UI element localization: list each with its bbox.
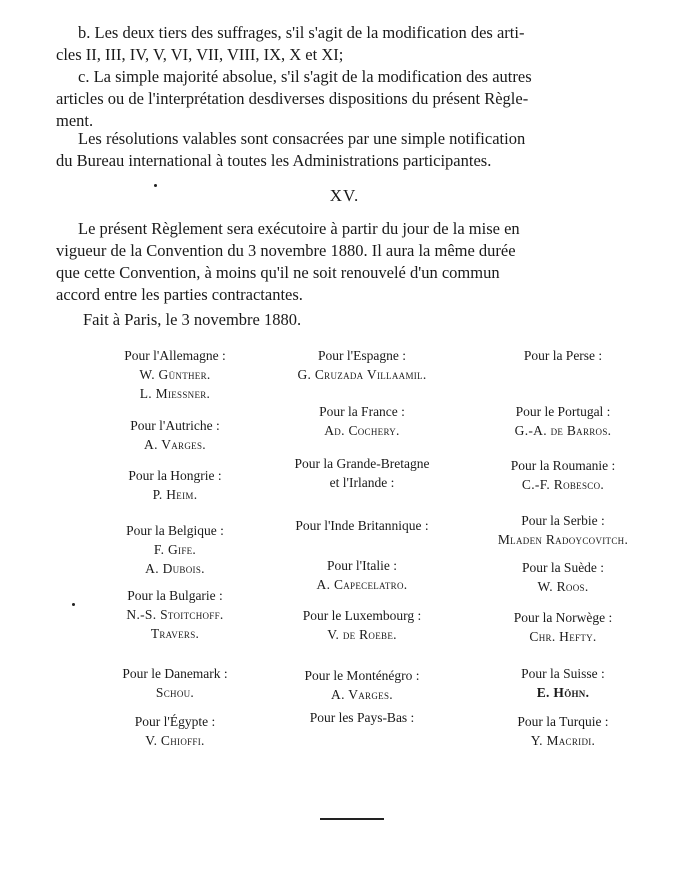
signatory-name: Schou. <box>155 685 195 700</box>
signatory-country: Pour la Bulgarie : <box>127 588 223 603</box>
signatory-country: Pour la Hongrie : <box>128 468 222 483</box>
signatory-country: Pour la France : <box>319 404 405 419</box>
signatory-country: Pour l'Espagne : <box>318 348 406 363</box>
signatory-name: V. Chioffi. <box>145 733 205 748</box>
signatory-entry <box>458 608 668 646</box>
paragraph-reglement <box>56 218 631 306</box>
signatory-name: L. Miessner. <box>139 386 211 401</box>
signing-date-line: Fait à Paris, le 3 novembre 1880. <box>83 310 302 329</box>
signatory-entry <box>458 456 668 494</box>
signatory-country: Pour la Grande-Bretagne <box>294 456 430 471</box>
signatory-entry <box>70 712 280 750</box>
signatory-entry <box>458 712 668 750</box>
signatory-name: A. Dubois. <box>145 561 205 576</box>
signatory-name: Mladen Radoycovitch. <box>497 532 629 547</box>
signatory-name: C.-F. Robesco. <box>521 477 605 492</box>
text-line: cles II, III, IV, V, VI, VII, VIII, IX, X et XI; <box>56 45 344 64</box>
signatory-country: Pour l'Inde Britannique : <box>295 518 429 533</box>
signatory-name: N.-S. Stoitchoff. <box>126 607 224 622</box>
signatory-country: Pour la Roumanie : <box>510 458 616 473</box>
signatory-name: F. Gife. <box>153 542 197 557</box>
signatory-entry <box>257 516 467 535</box>
signatory-entry <box>458 402 668 440</box>
closing-rule <box>320 818 384 820</box>
signatory-entry <box>257 556 467 594</box>
signatory-name: A. Capecelatro. <box>316 577 408 592</box>
signatory-name: W. Roos. <box>537 579 589 594</box>
text-line: b. Les deux tiers des suffrages, s'il s'agit de la modification des arti- <box>78 23 525 42</box>
paragraph-b <box>56 22 631 66</box>
signatory-country: Pour la Suède : <box>521 560 605 575</box>
signatory-entry <box>458 664 668 702</box>
signatory-entry <box>70 521 280 578</box>
signatory-name: G. Cruzada Villaamil. <box>297 367 427 382</box>
signatory-entry <box>458 346 668 365</box>
signatory-name: Chr. Hefty. <box>529 629 597 644</box>
text-line: accord entre les parties contractantes. <box>56 285 303 304</box>
signatory-entry <box>257 346 467 384</box>
signatory-entry <box>257 402 467 440</box>
signatory-name: A. Varges. <box>144 437 206 452</box>
signatory-entry <box>458 511 668 549</box>
signatory-entry <box>458 558 668 596</box>
signatory-entry <box>70 466 280 504</box>
signatory-entry <box>257 606 467 644</box>
signatory-country: Pour la Belgique : <box>126 523 224 538</box>
signatory-country: Pour la Norwège : <box>513 610 613 625</box>
signatory-country: Pour le Luxembourg : <box>302 608 422 623</box>
signatory-country: Pour la Turquie : <box>517 714 609 729</box>
text-line: du Bureau international à toutes les Administrations participantes. <box>56 151 492 170</box>
signatory-country-cont: et l'Irlande : <box>329 475 395 490</box>
signatory-country: Pour le Danemark : <box>122 666 228 681</box>
text-line: Les résolutions valables sont consacrées par une simple notification <box>78 129 526 148</box>
text-line: c. La simple majorité absolue, s'il s'agit de la modification des autres <box>78 67 532 86</box>
paragraph-resolutions <box>56 128 631 172</box>
signatory-name: G.-A. de Barros. <box>514 423 612 438</box>
signatory-name: V. de Roebe. <box>327 627 397 642</box>
signatory-country: Pour l'Égypte : <box>134 714 216 729</box>
signatory-country: Pour les Pays-Bas : <box>309 710 415 725</box>
signatory-country: Pour la Perse : <box>523 348 603 363</box>
text-line: articles ou de l'interprétation desdiverses dispositions du présent Règle- <box>56 89 529 108</box>
paragraph-c <box>56 66 631 132</box>
signatory-country: Pour la Serbie : <box>521 513 605 528</box>
signatory-name: W. Günther. <box>139 367 211 382</box>
signatory-name: Y. Macridi. <box>530 733 596 748</box>
signatory-name: Travers. <box>150 626 200 641</box>
text-line: vigueur de la Convention du 3 novembre 1880. Il aura la même durée <box>56 241 516 260</box>
signatory-entry <box>70 586 280 643</box>
signatory-name: A. Varges. <box>331 687 393 702</box>
signatory-country: Pour l'Italie : <box>327 558 397 573</box>
text-line: que cette Convention, à moins qu'il ne soit renouvelé d'un commun <box>56 263 500 282</box>
section-heading: XV. <box>329 186 360 205</box>
signatory-country: Pour le Portugal : <box>515 404 611 419</box>
signatory-entry <box>70 346 280 403</box>
signatory-name: E. Höhn. <box>536 685 590 700</box>
signatory-name: Ad. Cochery. <box>324 423 400 438</box>
text-line: ment. <box>56 111 94 130</box>
signatory-country: Pour le Monténégro : <box>304 668 420 683</box>
signatory-name: P. Heim. <box>152 487 198 502</box>
signatory-country: Pour la Suisse : <box>521 666 605 681</box>
signatory-entry <box>70 416 280 454</box>
signatory-entry <box>257 666 467 704</box>
signatory-country: Pour l'Autriche : <box>130 418 220 433</box>
signatory-entry <box>70 664 280 702</box>
signatory-entry <box>257 454 467 492</box>
text-line: Le présent Règlement sera exécutoire à partir du jour de la mise en <box>78 219 520 238</box>
signatory-entry <box>257 708 467 727</box>
signatory-country: Pour l'Allemagne : <box>124 348 226 363</box>
